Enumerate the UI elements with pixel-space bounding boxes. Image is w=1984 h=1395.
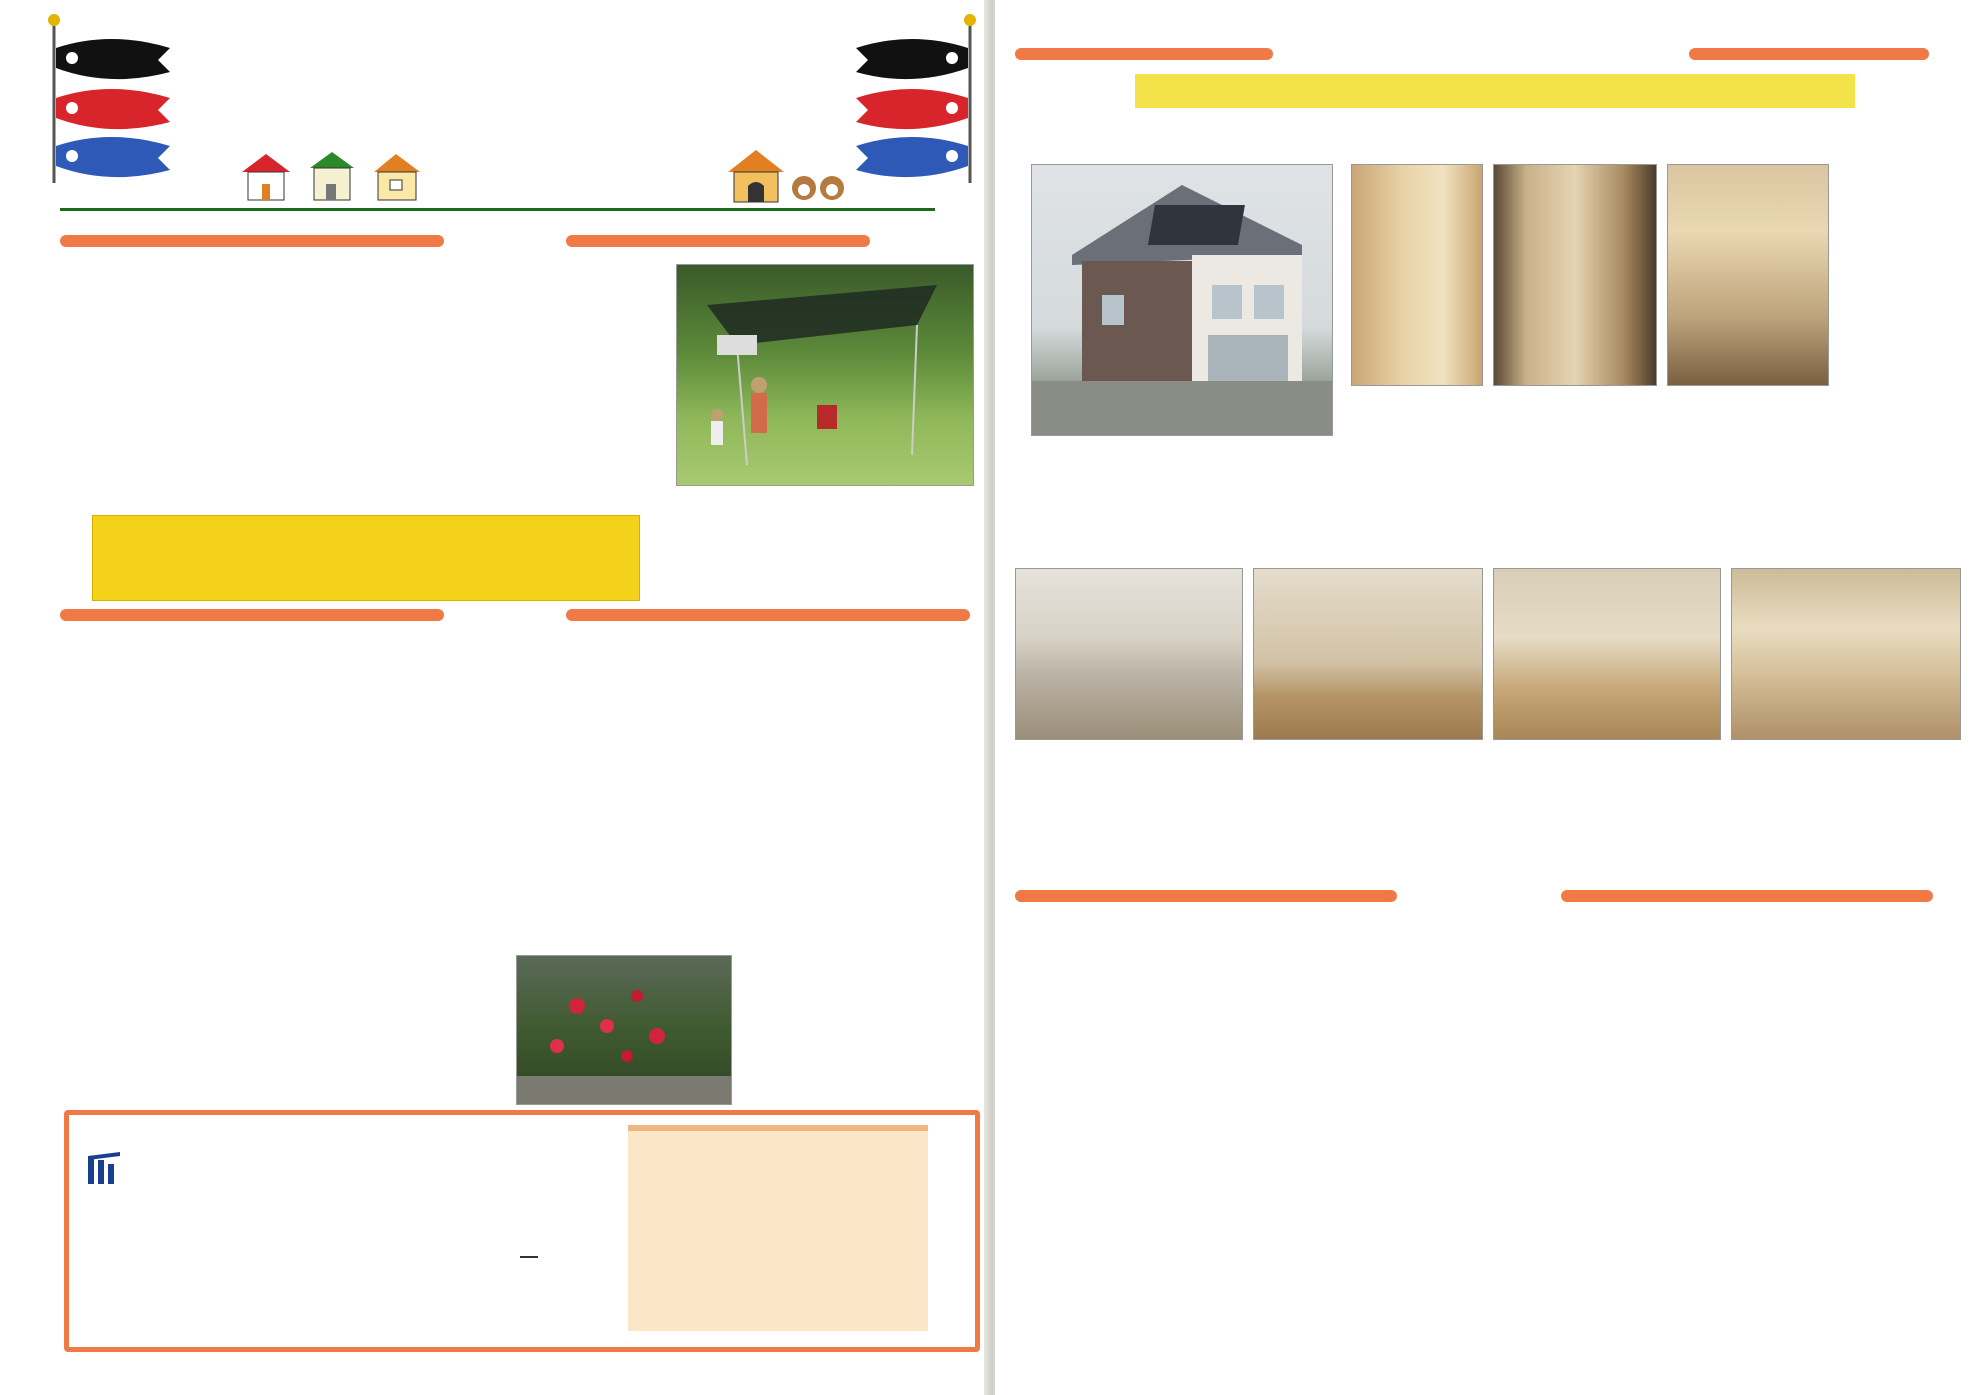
house-exterior-photo [1031,164,1333,436]
washroom-photo [1493,164,1657,386]
kitchen-photo [1015,568,1243,740]
right-page [995,0,1984,1395]
living-photo [1253,568,1483,740]
homepage-box [92,515,640,601]
left-page [0,0,990,1395]
tent-canopy-icon [677,265,973,485]
camping-photo [676,264,974,486]
dining-left-photo [1493,568,1721,740]
stair-photo [1667,164,1829,386]
stair-caption [1665,396,1935,546]
section-bar [566,609,970,621]
section-bar [60,235,444,247]
kitchen-caption [1015,756,1241,866]
rose-bush-icon [517,956,731,1104]
koinobori-right-icon [852,8,987,183]
company-logo-icon [86,1150,122,1186]
koinobori-left-icon [40,8,180,183]
opinion-text [628,1131,928,1143]
search-button[interactable] [520,1256,538,1258]
section-bar [566,235,870,247]
rose-photo [516,955,732,1105]
opinion-box [628,1125,928,1331]
house-icon [1032,165,1332,435]
section-bar [1561,890,1933,902]
washroom-caption [1495,396,1655,536]
shelf-photo [1351,164,1483,386]
title-highlight [1135,74,1855,108]
house-icons [240,150,430,205]
camping-caption [654,490,974,600]
dining-right-photo [1731,568,1961,740]
section-bar [1015,48,1273,60]
section-bar [60,609,444,621]
masthead-rule [60,208,935,211]
doghouse-icon [728,148,848,204]
section-bar [1015,890,1397,902]
section-bar [1689,48,1929,60]
living-caption [1255,756,1481,866]
